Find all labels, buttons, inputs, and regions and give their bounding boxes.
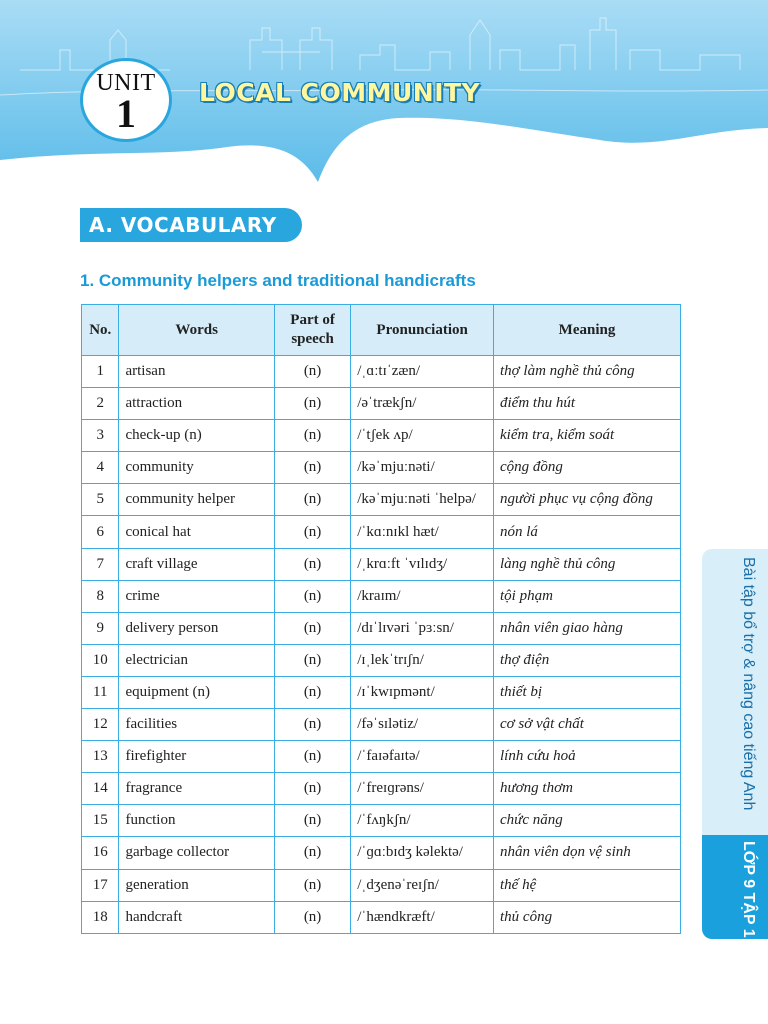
- cell-no: 5: [82, 484, 119, 516]
- vocabulary-table: [81, 304, 681, 934]
- table-row: [82, 901, 681, 933]
- cell-no: 3: [82, 420, 119, 452]
- table-row: [82, 388, 681, 420]
- cell-no: 7: [82, 548, 119, 580]
- cell-no: 8: [82, 580, 119, 612]
- cell-meaning: người phục vụ cộng đồng: [494, 484, 681, 516]
- cell-pronunciation: /ˈkɑːnɪkl hæt/: [351, 516, 494, 548]
- cell-pronunciation: /ˈtʃek ʌp/: [351, 420, 494, 452]
- cell-word: handcraft: [119, 901, 274, 933]
- unit-badge: [80, 58, 172, 142]
- cell-pos: (n): [274, 388, 350, 420]
- cell-pronunciation: /ˌdʒenəˈreɪʃn/: [351, 869, 494, 901]
- cell-pronunciation: /ˌkrɑːft ˈvɪlɪdʒ/: [351, 548, 494, 580]
- side-tab-top: [702, 549, 768, 835]
- cell-pos: (n): [274, 709, 350, 741]
- cell-pos: (n): [274, 869, 350, 901]
- table-row: [82, 773, 681, 805]
- cell-pos: (n): [274, 837, 350, 869]
- cell-no: 15: [82, 805, 119, 837]
- cell-word: firefighter: [119, 741, 274, 773]
- cell-no: 4: [82, 452, 119, 484]
- cell-word: fragrance: [119, 773, 274, 805]
- side-tab-book-title: Bài tập bổ trợ & nâng cao tiếng Anh: [740, 557, 757, 811]
- cell-pronunciation: /ˈfʌŋkʃn/: [351, 805, 494, 837]
- cell-word: craft village: [119, 548, 274, 580]
- cell-pronunciation: /fəˈsɪlətiz/: [351, 709, 494, 741]
- table-row: [82, 805, 681, 837]
- cell-pronunciation: /ˈɡɑːbɪdʒ kəlektə/: [351, 837, 494, 869]
- cell-pronunciation: /əˈtrækʃn/: [351, 388, 494, 420]
- cell-pos: (n): [274, 580, 350, 612]
- cell-word: artisan: [119, 356, 274, 388]
- cell-meaning: thợ điện: [494, 644, 681, 676]
- cell-pronunciation: /ɪˈkwɪpmənt/: [351, 676, 494, 708]
- cell-meaning: thiết bị: [494, 676, 681, 708]
- cell-pronunciation: /ˈfreɪɡrəns/: [351, 773, 494, 805]
- cell-meaning: điểm thu hút: [494, 388, 681, 420]
- cell-meaning: nón lá: [494, 516, 681, 548]
- cell-pos: (n): [274, 612, 350, 644]
- cell-word: crime: [119, 580, 274, 612]
- cell-word: check-up (n): [119, 420, 274, 452]
- table-row: [82, 741, 681, 773]
- cell-no: 2: [82, 388, 119, 420]
- section-title: A. VOCABULARY: [80, 208, 302, 242]
- table-row: [82, 516, 681, 548]
- cell-pronunciation: /ˈfaɪəfaɪtə/: [351, 741, 494, 773]
- cell-no: 16: [82, 837, 119, 869]
- table-row: [82, 644, 681, 676]
- unit-number: 1: [116, 91, 136, 136]
- table-row: [82, 580, 681, 612]
- cell-meaning: thế hệ: [494, 869, 681, 901]
- header-pronunciation: Pronunciation: [351, 305, 494, 356]
- cell-pos: (n): [274, 484, 350, 516]
- cell-pronunciation: /ˈhændkræft/: [351, 901, 494, 933]
- cell-meaning: cộng đồng: [494, 452, 681, 484]
- cell-pronunciation: /kəˈmjuːnəti ˈhelpə/: [351, 484, 494, 516]
- cell-meaning: chức năng: [494, 805, 681, 837]
- table-row: [82, 837, 681, 869]
- cell-no: 17: [82, 869, 119, 901]
- cell-meaning: kiểm tra, kiểm soát: [494, 420, 681, 452]
- header-part-of-speech: Part of speech: [274, 305, 350, 356]
- table-row: [82, 356, 681, 388]
- cell-pos: (n): [274, 452, 350, 484]
- cell-word: community helper: [119, 484, 274, 516]
- table-row: [82, 709, 681, 741]
- cell-pos: (n): [274, 676, 350, 708]
- cell-no: 11: [82, 676, 119, 708]
- table-row: [82, 869, 681, 901]
- cell-word: generation: [119, 869, 274, 901]
- cell-meaning: nhân viên giao hàng: [494, 612, 681, 644]
- cell-no: 12: [82, 709, 119, 741]
- cell-meaning: nhân viên dọn vệ sinh: [494, 837, 681, 869]
- table-row: [82, 548, 681, 580]
- side-tab-grade-label: LỚP 9 TẬP 1: [740, 841, 757, 938]
- cell-no: 14: [82, 773, 119, 805]
- cell-word: delivery person: [119, 612, 274, 644]
- header-no: No.: [82, 305, 119, 356]
- cell-meaning: lính cứu hoả: [494, 741, 681, 773]
- table-row: [82, 420, 681, 452]
- cell-no: 13: [82, 741, 119, 773]
- cell-word: facilities: [119, 709, 274, 741]
- cell-pronunciation: /kəˈmjuːnəti/: [351, 452, 494, 484]
- cell-word: community: [119, 452, 274, 484]
- cell-pos: (n): [274, 548, 350, 580]
- cell-no: 10: [82, 644, 119, 676]
- cell-meaning: tội phạm: [494, 580, 681, 612]
- cell-no: 6: [82, 516, 119, 548]
- table-row: [82, 484, 681, 516]
- cell-pos: (n): [274, 773, 350, 805]
- cell-no: 1: [82, 356, 119, 388]
- cell-pos: (n): [274, 805, 350, 837]
- cell-meaning: thủ công: [494, 901, 681, 933]
- cell-meaning: thợ làm nghề thủ công: [494, 356, 681, 388]
- cell-meaning: làng nghề thủ công: [494, 548, 681, 580]
- cell-pos: (n): [274, 901, 350, 933]
- cell-word: attraction: [119, 388, 274, 420]
- cell-pos: (n): [274, 420, 350, 452]
- cell-word: garbage collector: [119, 837, 274, 869]
- cell-word: function: [119, 805, 274, 837]
- table-row: [82, 452, 681, 484]
- unit-label: UNIT: [96, 70, 156, 96]
- cell-meaning: cơ sở vật chất: [494, 709, 681, 741]
- header-meaning: Meaning: [494, 305, 681, 356]
- cell-pos: (n): [274, 356, 350, 388]
- table-row: [82, 676, 681, 708]
- cell-pos: (n): [274, 516, 350, 548]
- cell-word: conical hat: [119, 516, 274, 548]
- table-row: [82, 612, 681, 644]
- side-tab: [702, 549, 768, 939]
- subheading: 1. Community helpers and traditional handicrafts: [80, 271, 476, 290]
- side-tab-bottom: [702, 835, 768, 939]
- unit-title: LOCAL COMMUNITY: [199, 78, 481, 107]
- cell-no: 9: [82, 612, 119, 644]
- cell-meaning: hương thơm: [494, 773, 681, 805]
- header-words: Words: [119, 305, 274, 356]
- cell-pronunciation: /ˌɑːtɪˈzæn/: [351, 356, 494, 388]
- cell-pos: (n): [274, 644, 350, 676]
- cell-pronunciation: /dɪˈlɪvəri ˈpɜːsn/: [351, 612, 494, 644]
- table-header-row: [82, 305, 681, 356]
- cell-pronunciation: /kraɪm/: [351, 580, 494, 612]
- cell-no: 18: [82, 901, 119, 933]
- cell-pronunciation: /ɪˌlekˈtrɪʃn/: [351, 644, 494, 676]
- cell-word: electrician: [119, 644, 274, 676]
- cell-pos: (n): [274, 741, 350, 773]
- cell-word: equipment (n): [119, 676, 274, 708]
